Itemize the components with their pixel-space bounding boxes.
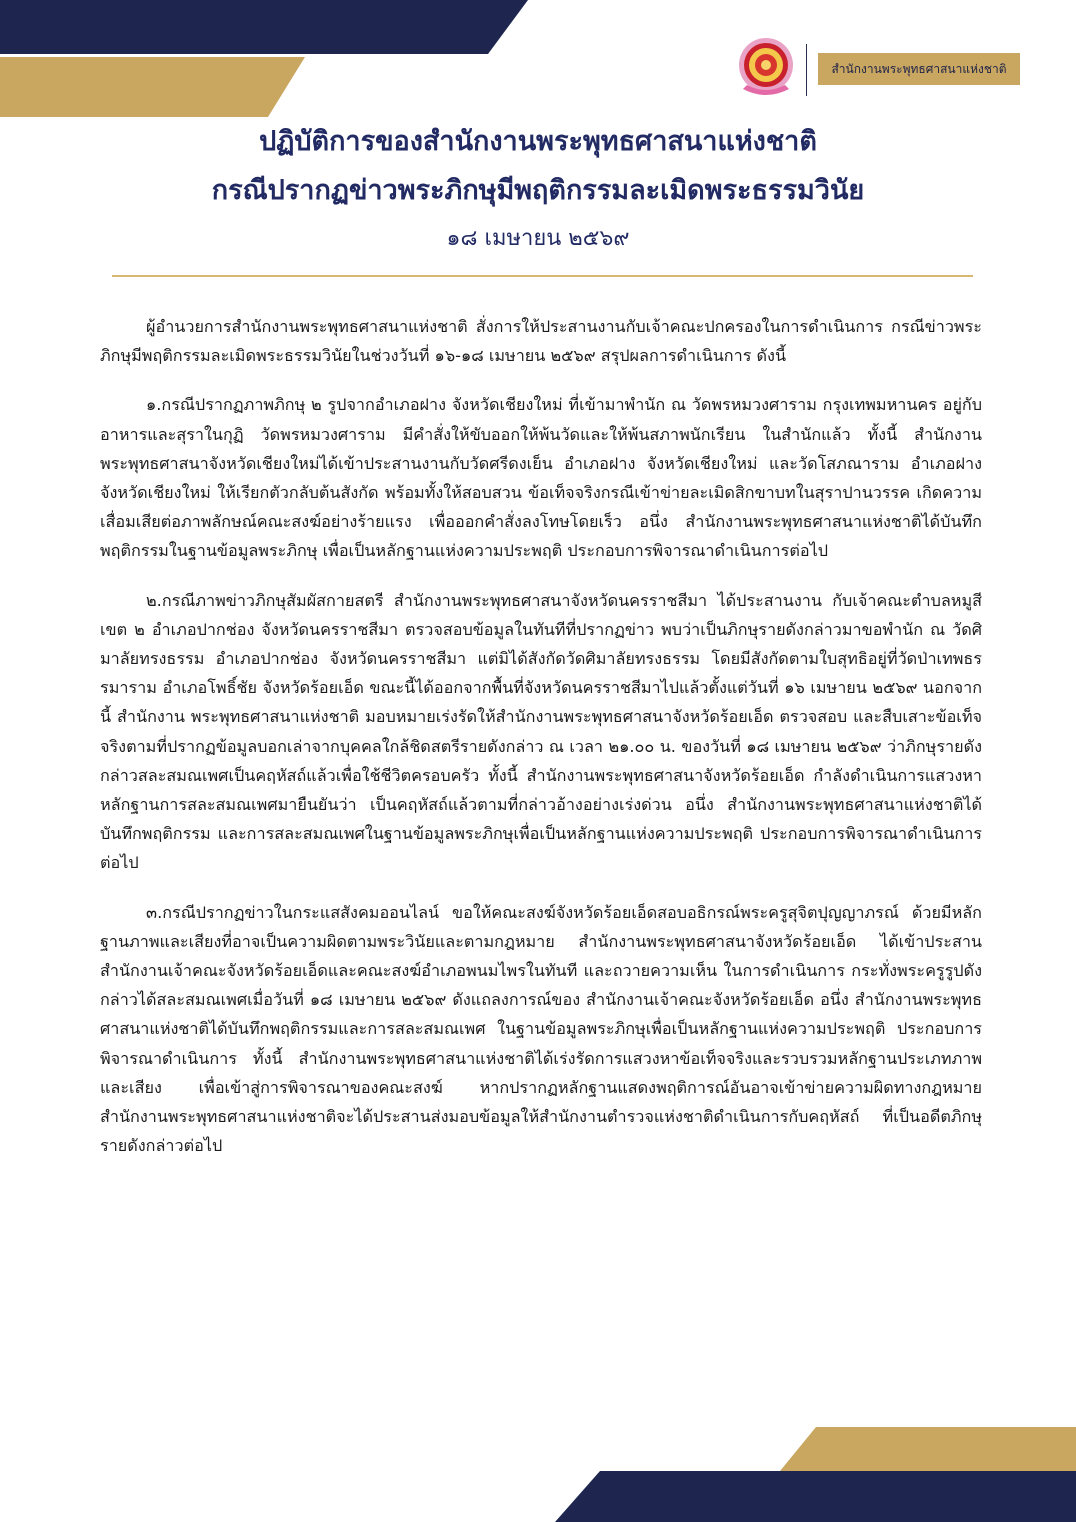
item-2-paragraph: ๒.กรณีภาพข่าวภิกษุสัมผัสกายสตรี สำนักงานพระพุทธศาสนาจังหวัดนครราชสีมา ได้ประสานงาน กับเจ้าคณะตำบลหมูสี เขต ๒ อำเภอปากช่อง จังหวัดนครราชสีมา ตรวจสอบข้อมูลในทันทีที่ปรากฏข่าว พบว่าเป็นภิกษุรายดังกล่าวมาขอพำนัก ณ วัดศิมาลัยทรงธรรม อำเภอปากช่อง จังหวัดนครราชสีมา แต่มิได้สังกัดวัดศิมาลัยทรงธรรม โดยมีสังกัดตามใบสุทธิอยู่ที่วัดป่าเทพธรรมาราม อำเภอโพธิ์ชัย จังหวัดร้อยเอ็ด ขณะนี้ได้ออกจากพื้นที่จังหวัดนครราชสีมาไปแล้วตั้งแต่วันที่ ๑๖ เมษายน ๒๕๖๙ นอกจากนี้ สำนักงาน พระพุทธศาสนาแห่งชาติ มอบหมายเร่งรัดให้สำนักงานพระพุทธศาสนาจังหวัดร้อยเอ็ด ตรวจสอบ และสืบเสาะข้อเท็จจริงตามที่ปรากฏข้อมูลบอกเล่าจากบุคคลใกล้ชิดสตรีรายดังกล่าว ณ เวลา ๒๑.๐๐ น. ของวันที่ ๑๘ เมษายน ๒๕๖๙ ว่าภิกษุรายดังกล่าวสละสมณเพศเป็นคฤหัสถ์แล้วเพื่อใช้ชีวิตครอบครัว ทั้งนี้ สำนักงานพระพุทธศาสนาจังหวัดร้อยเอ็ด กำลังดำเนินการแสวงหาหลักฐานการสละสมณเพศมายืนยันว่า เป็นคฤหัสถ์แล้วตามที่กล่าวอ้างอย่างเร่งด่วน อนึ่ง สำนักงานพระพุทธศาสนาแห่งชาติได้บันทึกพฤติกรรม และการสละสมณเพศในฐานข้อมูลพระภิกษุเพื่อเป็นหลักฐานแห่งความประพฤติ ประกอบการพิจารณาดำเนินการต่อไป: [100, 590, 982, 873]
intro-paragraph: ผู้อำนวยการสำนักงานพระพุทธศาสนาแห่งชาติ สั่งการให้ประสานงานกับเจ้าคณะปกครองในการดำเนินการ กรณีข่าวพระภิกษุมีพฤติกรรมละเมิดพระธรรมวินัยในช่วงวันที่ ๑๖-๑๘ เมษายน ๒๕๖๙ สรุปผลการดำเนินการ ดังนี้: [100, 317, 982, 366]
document-date: ๑๘ เมษายน ๒๕๖๙: [446, 226, 630, 251]
bottom-right-decor-band: [555, 1400, 1076, 1522]
document-body: [100, 312, 982, 1180]
top-left-decor-band: [0, 0, 540, 120]
emblem-logo: [735, 35, 797, 99]
document-title-line-1: ปฏิบัติการของสำนักงานพระพุทธศาสนาแห่งชาติ: [259, 126, 817, 157]
org-name-badge: สำนักงานพระพุทธศาสนาแห่งชาติ: [818, 53, 1020, 85]
item-3-paragraph: ๓.กรณีปรากฏข่าวในกระแสสังคมออนไลน์ ขอให้คณะสงฆ์จังหวัดร้อยเอ็ดสอบอธิกรณ์พระครูสุจิตปุญญาภรณ์ ด้วยมีหลักฐานภาพและเสียงที่อาจเป็นความผิดตามพระวินัยและตามกฎหมาย สำนักงานพระพุทธศาสนาจังหวัดร้อยเอ็ด ได้เข้าประสานสำนักงานเจ้าคณะจังหวัดร้อยเอ็ดและคณะสงฆ์อำเภอพนมไพรในทันที และถวายความเห็น ในการดำเนินการ กระทั่งพระครูรูปดังกล่าวได้สละสมณเพศเมื่อวันที่ ๑๘ เมษายน ๒๕๖๙ ดังแถลงการณ์ของ สำนักงานเจ้าคณะจังหวัดร้อยเอ็ด อนึ่ง สำนักงานพระพุทธศาสนาแห่งชาติได้บันทึกพฤติกรรมและการสละสมณเพศ ในฐานข้อมูลพระภิกษุเพื่อเป็นหลักฐานแห่งความประพฤติ ประกอบการพิจารณาดำเนินการ ทั้งนี้ สำนักงานพระพุทธศาสนาแห่งชาติได้เร่งรัดการแสวงหาข้อเท็จจริงและรวบรวมหลักฐานประเภทภาพและเสียง เพื่อเข้าสู่การพิจารณาของคณะสงฆ์ หากปรากฏหลักฐานแสดงพฤติการณ์อันอาจเข้าข่ายความผิดทางกฎหมาย สำนักงานพระพุทธศาสนาแห่งชาติจะได้ประสานส่งมอบข้อมูลให้สำนักงานตำรวจแห่งชาติดำเนินการกับคฤหัสถ์ ที่เป็นอดีตภิกษุรายดังกล่าวต่อไป: [100, 902, 982, 1156]
title-underline: [112, 275, 973, 277]
item-1-paragraph: ๑.กรณีปรากฏภาพภิกษุ ๒ รูปจากอำเภอฝาง จังหวัดเชียงใหม่ ที่เข้ามาพำนัก ณ วัดพรหมวงศาราม กรุงเทพมหานคร อยู่กับอาหารและสุราในกุฏิ วัดพรหมวงศาราม มีคำสั่งให้ขับออกให้พ้นวัดและให้พ้นสภาพนักเรียน ในสำนักแล้ว ทั้งนี้ สำนักงานพระพุทธศาสนาจังหวัดเชียงใหม่ได้เข้าประสานงานกับวัดศรีดงเย็น อำเภอฝาง จังหวัดเชียงใหม่ และวัดโสภณาราม อำเภอฝาง จังหวัดเชียงใหม่ ให้เรียกตัวกลับต้นสังกัด พร้อมทั้งให้สอบสวน ข้อเท็จจริงกรณีเข้าข่ายละเมิดสิกขาบทในสุราปานวรรค เกิดความเสื่อมเสียต่อภาพลักษณ์คณะสงฆ์อย่างร้ายแรง เพื่อออกคำสั่งลงโทษโดยเร็ว อนึ่ง สำนักงานพระพุทธศาสนาแห่งชาติได้บันทึกพฤติกรรมในฐานข้อมูลพระภิกษุ เพื่อเป็นหลักฐานแห่งความประพฤติ ประกอบการพิจารณาดำเนินการต่อไป: [100, 395, 982, 561]
document-title-line-2: กรณีปรากฏข่าวพระภิกษุมีพฤติกรรมละเมิดพระธรรมวินัย: [211, 175, 865, 206]
header-divider: [806, 44, 807, 96]
